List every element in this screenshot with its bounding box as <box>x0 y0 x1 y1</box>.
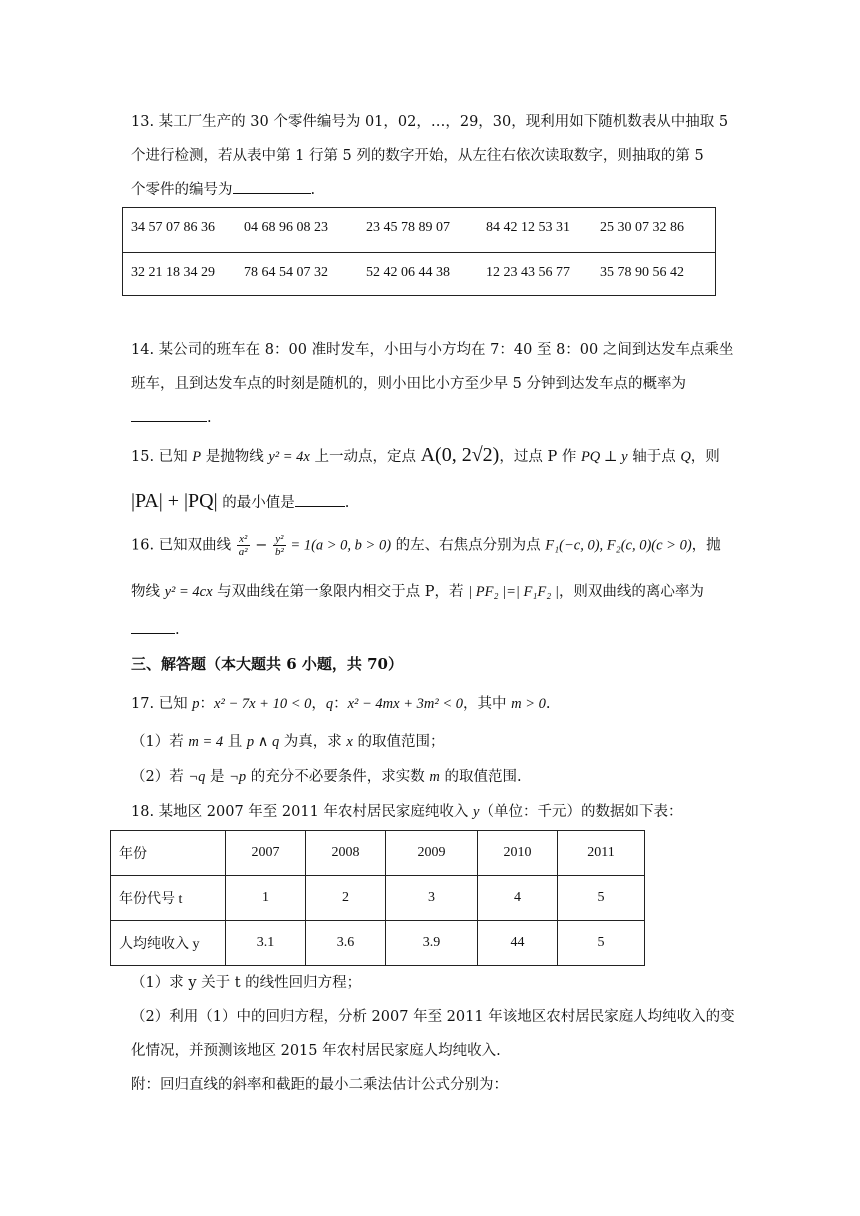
q16-text: ，则双曲线的离心率为 <box>558 584 704 600</box>
random-table-cell: 23 45 78 89 07 <box>366 220 450 235</box>
table-row <box>111 876 645 921</box>
q18-part2-line1: （2）利用（1）中的回归方程，分析 2007 年至 2011 年该地区农村居民家庭人均纯收入的变 <box>131 1009 735 1025</box>
q17-part2 <box>131 766 522 788</box>
m-condition: m > 0 <box>511 696 546 712</box>
table-cell: 3.9 <box>386 921 478 966</box>
parabola-equation: y² = 4cx <box>164 584 213 600</box>
fraction-numerator: x² <box>237 533 250 546</box>
foci-coordinates: F₁(−c, 0), F₂(c, 0)(c > 0) <box>545 537 692 554</box>
q14-line1: 14. 某公司的班车在 8：00 准时发车，小田与小方均在 7：40 至 8：00 之间到达发车点乘坐 <box>131 342 734 358</box>
random-table-cell: 84 42 12 53 31 <box>486 220 570 235</box>
q15-text: 的最小值是 <box>217 495 295 511</box>
q16-line2 <box>131 581 704 603</box>
m-value: m = 4 <box>188 734 224 750</box>
q18-appendix: 附：回归直线的斜率和截距的最小二乘法估计公式分别为： <box>131 1077 508 1093</box>
table-cell: 3 <box>386 876 478 921</box>
q17-line1 <box>131 693 550 715</box>
q16-text: 与双曲线在第一象限内相交于点 P，若 <box>212 584 469 600</box>
q17-text: ， <box>311 696 326 712</box>
q18-text: 18. 某地区 2007 年至 2011 年农村居民家庭纯收入 <box>131 804 474 820</box>
q16-text: 物线 <box>131 584 165 600</box>
q13-line1: 13. 某工厂生产的 30 个零件编号为 01，02，…，29，30，现利用如下随机数表从中抽取 5 <box>131 114 729 130</box>
proposition-p: p <box>192 696 200 712</box>
q17-text: 且 <box>223 734 247 750</box>
not-q: ¬q <box>188 769 206 785</box>
q14-line3 <box>131 407 212 429</box>
table-row <box>111 921 645 966</box>
table-cell: 3.6 <box>306 921 386 966</box>
random-table-cell: 78 64 54 07 32 <box>244 265 328 280</box>
table-cell: 5 <box>558 921 645 966</box>
random-table-cell: 12 23 43 56 77 <box>486 265 570 280</box>
q13-line3 <box>131 179 315 201</box>
point-A: A(0, 2√2) <box>420 444 500 466</box>
q15-line1 <box>131 444 720 468</box>
table-header-cell: 年份代号 t <box>111 876 226 921</box>
income-data-table <box>110 830 645 966</box>
q17-part1 <box>131 731 444 753</box>
table-cell: 2 <box>306 876 386 921</box>
distance-sum: |PA| + |PQ| <box>131 490 218 512</box>
period: . <box>207 410 212 426</box>
hyperbola-condition: = 1(a > 0, b > 0) <box>286 537 392 554</box>
table-header-cell: 人均纯收入 y <box>111 921 226 966</box>
q17-text: 是 <box>205 769 230 785</box>
period: . <box>545 696 551 712</box>
table-cell: 1 <box>226 876 306 921</box>
variable-y: y <box>473 804 480 820</box>
q17-text: 为真，求 <box>279 734 347 750</box>
math-Q: Q <box>680 449 691 465</box>
random-table-cell: 04 68 96 08 23 <box>244 220 328 235</box>
random-table-cell: 52 42 06 44 38 <box>366 265 450 280</box>
inequality-p: x² − 7x + 10 < 0 <box>214 696 312 712</box>
q18-part2-line2: 化情况，并预测该地区 2015 年农村居民家庭人均纯收入. <box>131 1043 501 1059</box>
period: . <box>175 622 180 638</box>
variable-m: m <box>429 769 440 785</box>
q16-line3 <box>131 619 180 641</box>
q16-text: ，抛 <box>691 537 721 554</box>
parabola-equation: y² = 4x <box>268 449 310 465</box>
q15-line2 <box>131 490 349 514</box>
q17-text: 的取值范围； <box>352 734 445 750</box>
q17-text: ，其中 <box>462 696 512 712</box>
section-heading: 三、解答题（本大题共 6 小题，共 70） <box>131 655 403 673</box>
q17-text: ： <box>333 696 348 712</box>
answer-blank <box>131 619 175 634</box>
perpendicular-PQ: PQ ⊥ y <box>580 449 628 465</box>
q18-intro <box>131 801 682 823</box>
focal-condition: | PF₂ |=| F₁F₂ | <box>468 584 559 600</box>
answer-blank <box>131 407 207 422</box>
random-table-cell: 34 57 07 86 36 <box>131 220 215 235</box>
table-row <box>111 831 645 876</box>
q17-text: 的取值范围. <box>439 769 522 785</box>
p-and-q: p ∧ q <box>246 734 280 750</box>
q15-text: ，过点 P 作 <box>499 449 581 465</box>
q15-text: 15. 已知 <box>131 449 188 465</box>
random-table-cell: 35 78 90 56 42 <box>600 265 684 280</box>
q17-text: ： <box>199 696 215 712</box>
q16-line1 <box>131 533 721 558</box>
q17-text: （2）若 <box>131 769 189 785</box>
not-p: ¬p <box>229 769 247 785</box>
minus-sign: − <box>250 537 272 554</box>
q15-text: 上一动点，定点 <box>309 449 421 465</box>
q13-line2: 个进行检测，若从表中第 1 行第 5 列的数字开始，从左往右依次读取数字，则抽取的第 5 <box>131 148 704 164</box>
fraction-y2-b2 <box>273 533 286 558</box>
q13-line3-text: 个零件的编号为 <box>131 182 233 198</box>
table-cell: 2010 <box>478 831 558 876</box>
answer-blank <box>295 492 345 507</box>
table-cell: 44 <box>478 921 558 966</box>
q15-text: 轴于点 <box>627 449 681 465</box>
q18-part1: （1）求 y 关于 t 的线性回归方程； <box>131 975 362 991</box>
q16-text: 16. 已知双曲线 <box>131 537 236 554</box>
math-P: P <box>192 449 202 465</box>
period: . <box>310 182 316 198</box>
inequality-q: x² − 4mx + 3m² < 0 <box>347 696 463 712</box>
fraction-numerator: y² <box>273 533 286 546</box>
answer-blank <box>233 179 311 194</box>
table-cell: 3.1 <box>226 921 306 966</box>
fraction-denominator: a² <box>238 546 248 558</box>
table-header-cell: 年份 <box>111 831 226 876</box>
table-cell: 2009 <box>386 831 478 876</box>
q17-text: 17. 已知 <box>131 696 193 712</box>
random-number-table <box>122 207 716 296</box>
random-table-row <box>123 252 715 297</box>
q18-text: （单位：千元）的数据如下表： <box>479 804 683 820</box>
q17-text: （1）若 <box>131 734 189 750</box>
fraction-denominator: b² <box>274 546 284 558</box>
table-cell: 2011 <box>558 831 645 876</box>
random-table-row <box>123 208 715 252</box>
q15-text: ，则 <box>690 449 720 465</box>
random-table-cell: 32 21 18 34 29 <box>131 265 215 280</box>
q16-text: 的左、右焦点分别为点 <box>391 537 546 554</box>
period: . <box>344 495 350 511</box>
table-cell: 2008 <box>306 831 386 876</box>
q14-line2: 班车，且到达发车点的时刻是随机的，则小田比小方至少早 5 分钟到达发车点的概率为 <box>131 376 686 392</box>
variable-x: x <box>346 734 353 750</box>
random-table-cell: 25 30 07 32 86 <box>600 220 684 235</box>
q15-text: 是抛物线 <box>201 449 269 465</box>
proposition-q: q <box>325 696 334 712</box>
q17-text: 的充分不必要条件，求实数 <box>246 769 430 785</box>
table-cell: 2007 <box>226 831 306 876</box>
table-cell: 5 <box>558 876 645 921</box>
table-cell: 4 <box>478 876 558 921</box>
fraction-x2-a2 <box>237 533 250 558</box>
